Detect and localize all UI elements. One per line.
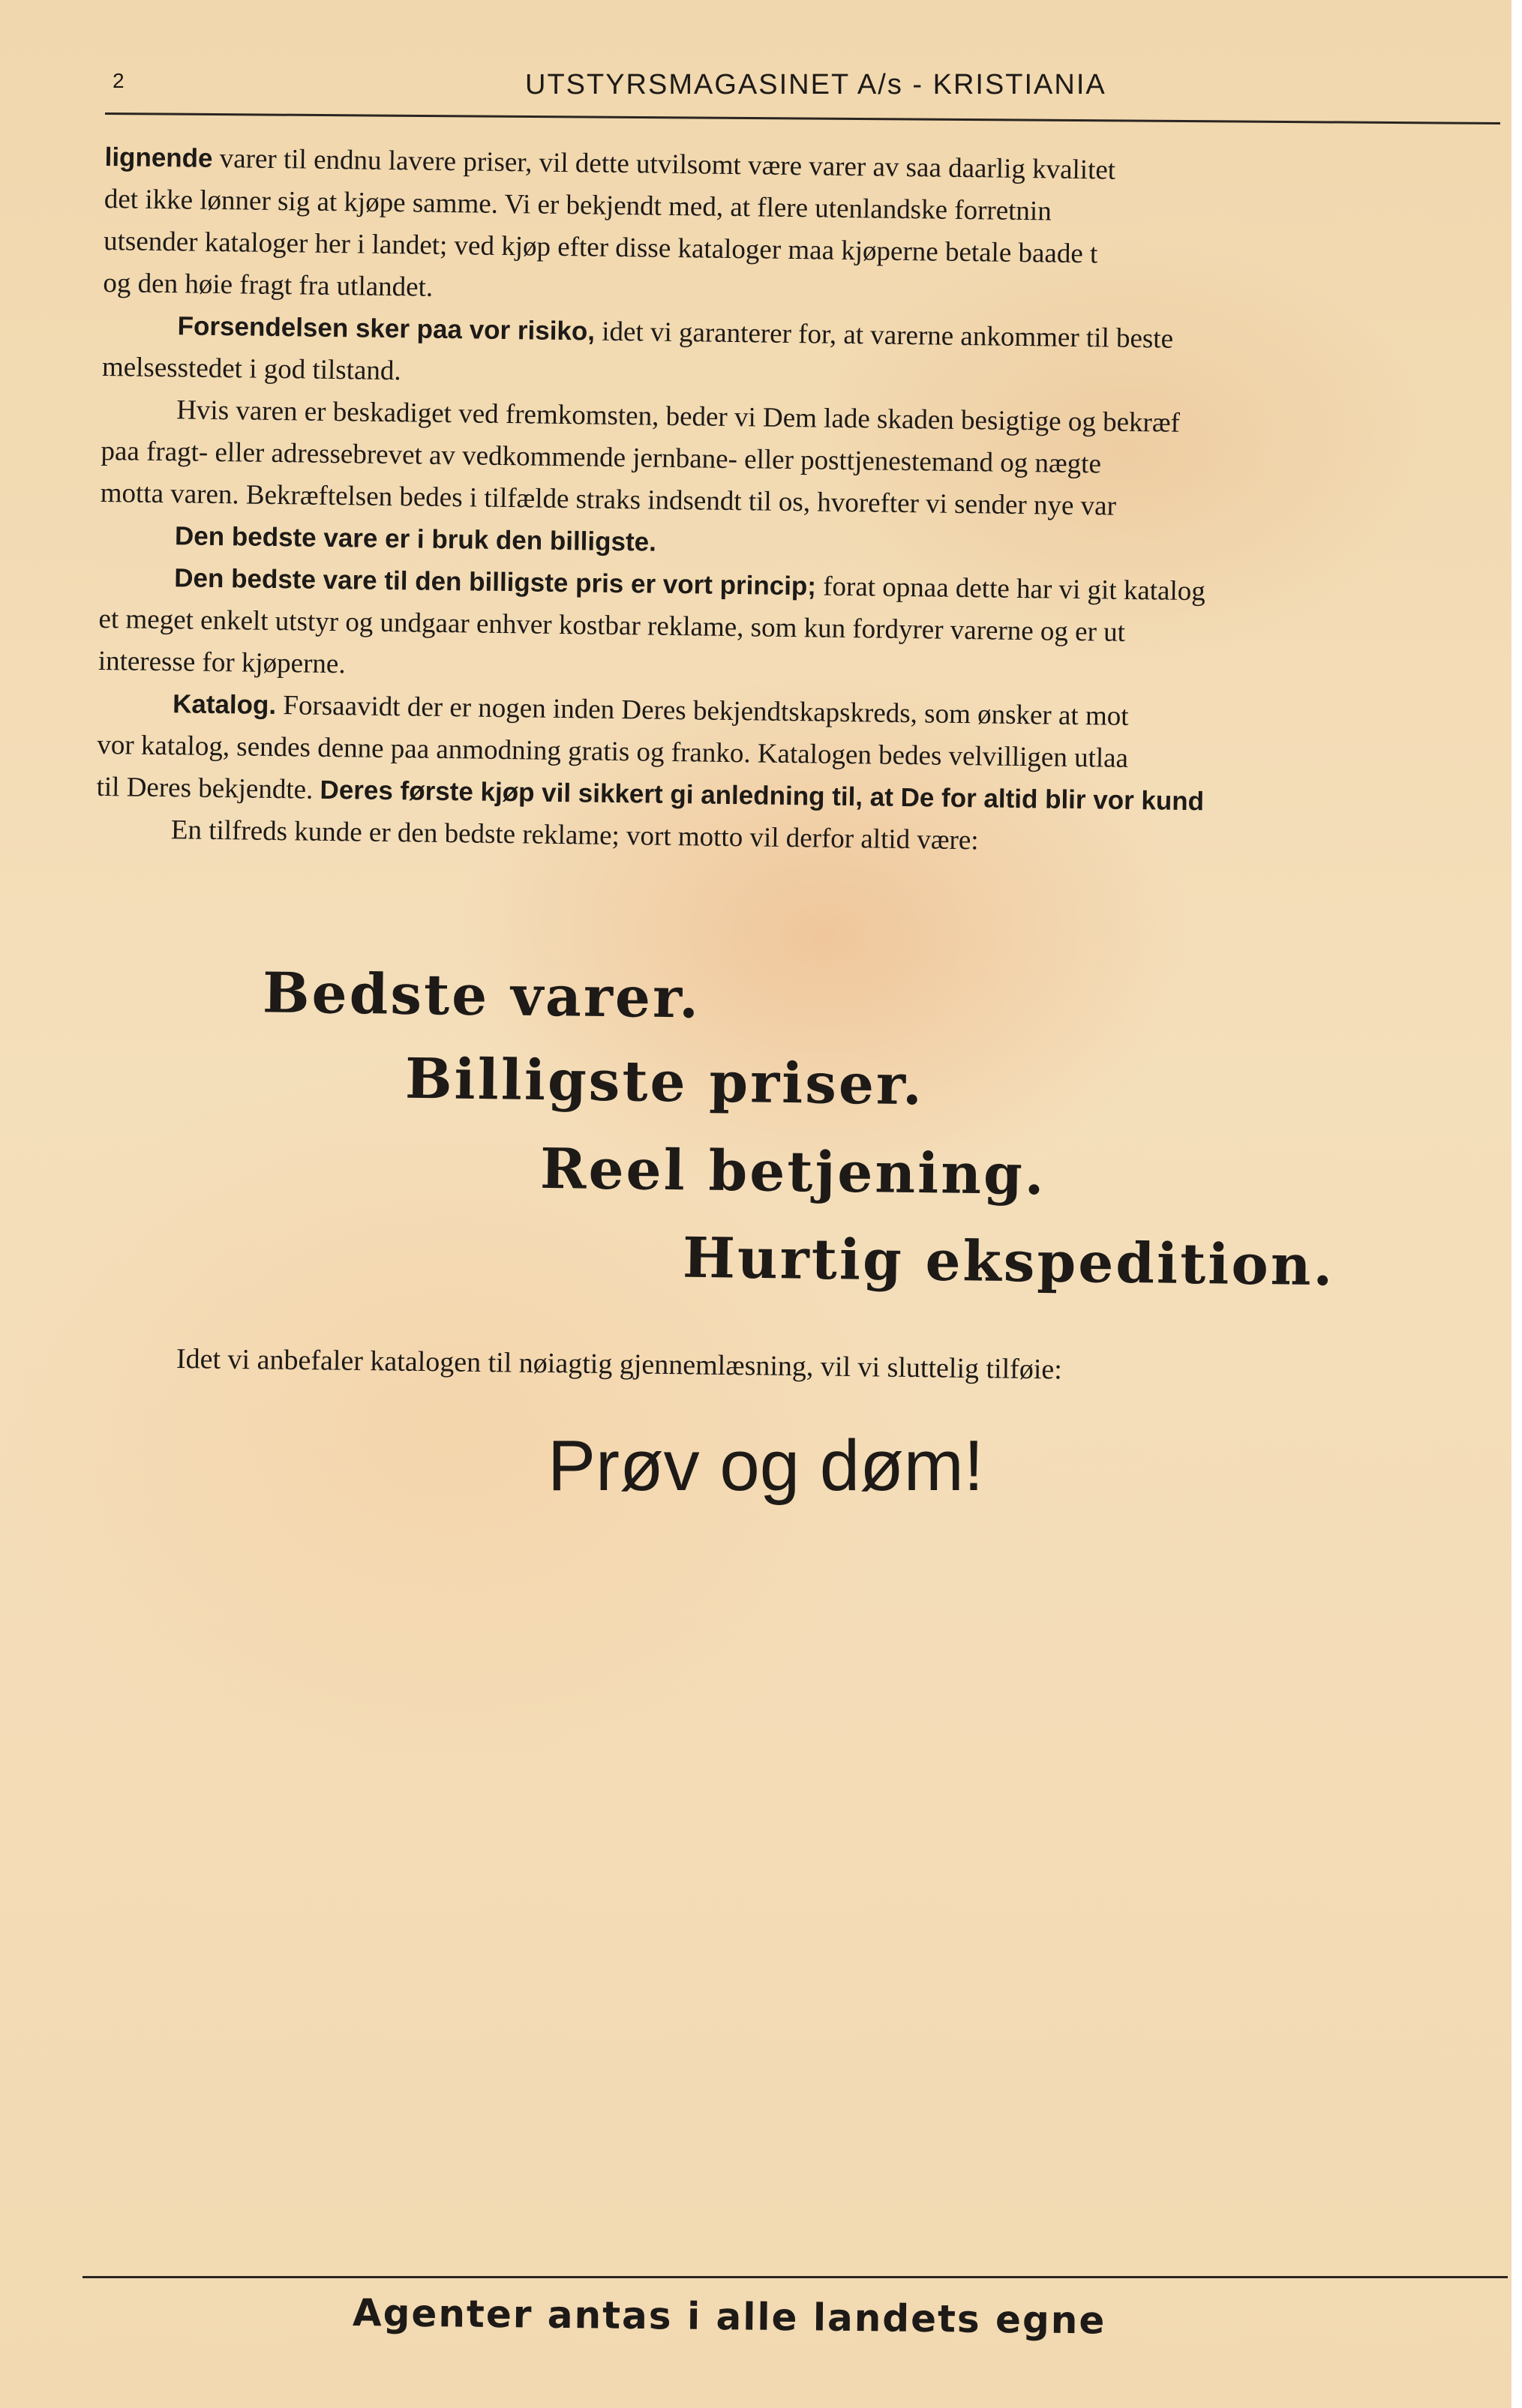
bold-lead: Katalog. [172,689,277,721]
line-text: En tilfreds kunde er den bedste reklame; vort motto vil derfor altid være: [170,814,979,856]
page-edge [1511,0,1522,2408]
line-text: motta varen. Bekræftelsen bedes i tilfælde straks indsendt til os, hvorefter vi sender nye var [100,477,1117,522]
bold-lead: Den bedste vare er i bruk den billigste. [174,521,657,557]
bold-lead: Deres første kjøp vil sikkert gi anledning til, at De for altid blir vor kund [320,775,1205,817]
page-header [105,69,1500,129]
line-text: forat opnaa dette har vi git katalog [815,571,1206,607]
line-text: idet vi garanterer for, at varerne ankommer til beste [594,316,1174,355]
footer-rule [83,2276,1508,2278]
line-text: Forsaavidt der er nogen inden Deres bekjendtskapskreds, som ønsker at mot [275,690,1129,732]
motto-line: Billigste priser. [404,1046,925,1118]
page-number: 2 [113,69,125,92]
footer-text: Agenter antas i alle landets egne [352,2291,1106,2343]
line-text: og den høie fragt fra utlandet. [103,267,434,303]
line-text: varer til endnu lavere priser, vil dette utvilsomt være varer av saa daarlig kvalitet [212,142,1116,186]
recommendation-text: Idet vi anbefaler katalogen til nøiagtig gjennemlæsning, vil vi sluttelig tilføie: [176,1343,1063,1386]
bold-lead: Forsendelsen sker paa vor risiko, [177,311,596,346]
line-text: melsesstedet i god tilstand. [101,351,401,387]
motto-line: Bedste varer. [262,961,701,1031]
line-text: til Deres bekjendte. [96,771,320,805]
bold-lead: lignende [104,142,213,173]
line-text: et meget enkelt utstyr og undgaar enhver kostbar reklame, som kun fordyrer varerne og er ut [98,603,1126,648]
line-text: Hvis varen er beskadiget ved fremkomsten, beder vi Dem lade skaden besigtige og bekræf [176,394,1181,439]
motto-line: Reel betjening. [539,1136,1047,1208]
bold-lead: Den bedste vare til den billigste pris er vort princip; [174,563,817,601]
line-text: interesse for kjøperne. [98,645,346,680]
body-text [96,136,1515,869]
running-title: UTSTYRSMAGASINET A/s - KRISTIANIA [525,69,1106,100]
line-text: vor katalog, sendes denne paa anmodning gratis og franko. Katalogen bedes velvilligen utlaa [97,729,1129,774]
line-text: paa fragt- eller adressebrevet av vedkommende jernbane- eller posttjenestemand og nægte [101,435,1102,480]
line-text: utsender kataloger her i landet; ved kjøp efter disse kataloger maa kjøperne betale baade t [103,225,1098,270]
motto-line: Hurtig ekspedition. [682,1225,1335,1299]
slogan: Prøv og døm! [548,1426,984,1506]
line-text: det ikke lønner sig at kjøpe samme. Vi er bekjendt med, at flere utenlandske forretnin [104,183,1052,227]
